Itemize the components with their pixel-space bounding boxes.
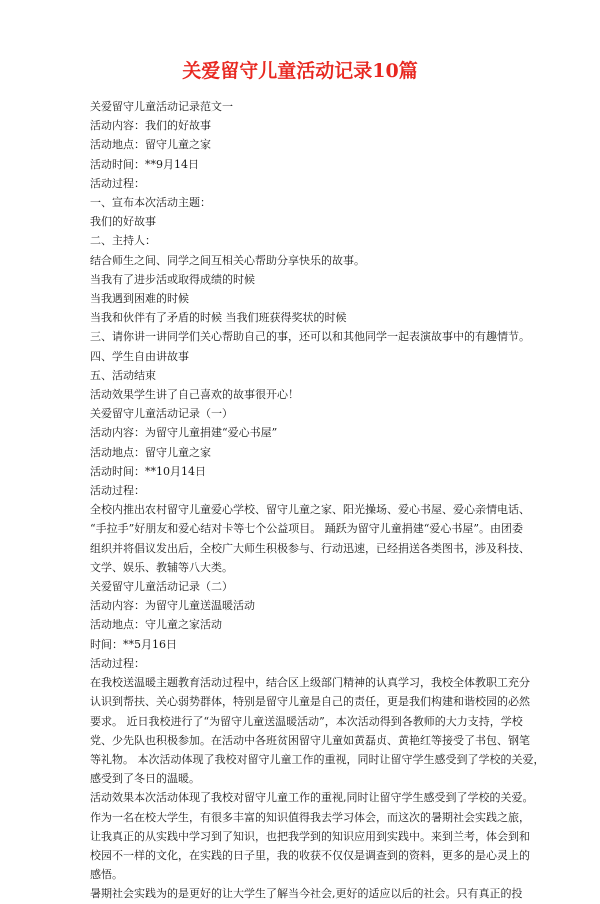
document-title: 关爱留守儿童活动记录10篇: [182, 60, 418, 82]
body-line: 关爱留守儿童活动记录范文一: [90, 100, 233, 113]
body-line: 结合师生之间、同学之间互相关心帮助分享快乐的故事。: [90, 253, 365, 267]
body-line: 文学、娱乐、教辅等八大类。: [90, 560, 233, 574]
body-line: 四、学生自由讲故事: [90, 349, 189, 363]
body-line: 活动内容：为留守儿童送温暖活动: [90, 599, 255, 613]
body-line: 活动内容：我们的好故事: [90, 119, 211, 133]
body-line: 活动地点：守儿童之家活动: [90, 618, 222, 632]
body-line: 要求。 近日我校进行了“为留守儿童送温暖活动”，本次活动得到各教师的大力支持，学校: [90, 714, 523, 728]
body-line: 组织并将倡议发出后，全校广大师生积极参与、行动迅速，已经捐送各类图书，涉及科技、: [90, 541, 530, 555]
body-line: 活动过程：: [90, 656, 145, 670]
body-line: 时间：**5月16日: [90, 637, 177, 651]
body-line: “手拉手”好朋友和爱心结对卡等七个公益项目。 踊跃为留守儿童捐建“爱心书屋”。由团委: [90, 522, 523, 536]
body-line: 活动内容：为留守儿童捐建“爱心书屋”: [90, 426, 278, 440]
body-line: 感受到了冬日的温暖。: [90, 772, 200, 786]
body-line: 在我校送温暖主题教育活动过程中，结合区上级部门精神的认真学习，我校全体教职工充分: [90, 676, 530, 690]
body-line: 党、少先队也积极参加。在活动中各班贫困留守儿童如黄磊贞、黄艳红等接受了书包、钢笔: [90, 733, 530, 747]
body-line: 活动过程：: [90, 176, 145, 190]
body-line: 活动过程：: [90, 484, 145, 498]
body-line: 活动效果学生讲了自己喜欢的故事很开心！: [90, 388, 299, 402]
body-line: 活动时间：**9月14日: [90, 157, 199, 171]
body-line: 感悟。: [90, 868, 123, 882]
body-line: 活动地点：留守儿童之家: [90, 138, 211, 152]
body-line: 我们的好故事: [90, 215, 156, 229]
body-line: 作为一名在校大学生，有很多丰富的知识值得我去学习体会，而这次的暑期社会实践之旅，: [90, 810, 530, 824]
body-line: 活动地点：留守儿童之家: [90, 445, 211, 459]
body-line: 校园不一样的文化，在实践的日子里，我的收获不仅仅是调查到的资料，更多的是心灵上的: [90, 848, 530, 862]
body-line: 关爱留守儿童活动记录（二）: [90, 580, 233, 594]
body-line: 当我遇到困难的时候: [90, 292, 189, 306]
body-line: 活动时间：**10月14日: [90, 464, 206, 478]
body-line: 关爱留守儿童活动记录（一）: [90, 407, 233, 421]
body-line: 认识到帮扶、关心弱势群体，特别是留守儿童是自己的责任，更是我们构建和谐校园的必然: [90, 695, 530, 709]
body-line: 五、活动结束: [90, 368, 156, 382]
body-line: 三、请你讲一讲同学们关心帮助自己的事，还可以和其他同学一起表演故事中的有趣情节。: [90, 330, 530, 344]
body-line: 让我真正的从实践中学习到了知识，也把我学到的知识应用到实践中。来到兰考，体会到和: [90, 829, 530, 843]
body-line: 一、宣布本次活动主题：: [90, 196, 211, 210]
body-line: 活动效果本次活动体现了我校对留守儿童工作的重视,同时让留守学生感受到了学校的关爱。: [90, 791, 534, 805]
body-line: 二、主持人：: [90, 234, 156, 248]
body-line: 当我和伙伴有了矛盾的时候 当我们班获得奖状的时候: [90, 311, 347, 325]
body-line: 全校内推出农村留守儿童爱心学校、留守儿童之家、阳光操场、爱心书屋、爱心亲情电话、: [90, 503, 530, 517]
body-line: 暑期社会实践为的是更好的让大学生了解当今社会,更好的适应以后的社会。只有真正的投: [90, 887, 523, 901]
body-line: 等礼物。 本次活动体现了我校对留守儿童工作的重视，同时让留守学生感受到了学校的关爱，: [90, 752, 545, 766]
document-body: [90, 97, 545, 904]
body-line: 当我有了进步活或取得成绩的时候: [90, 272, 255, 286]
